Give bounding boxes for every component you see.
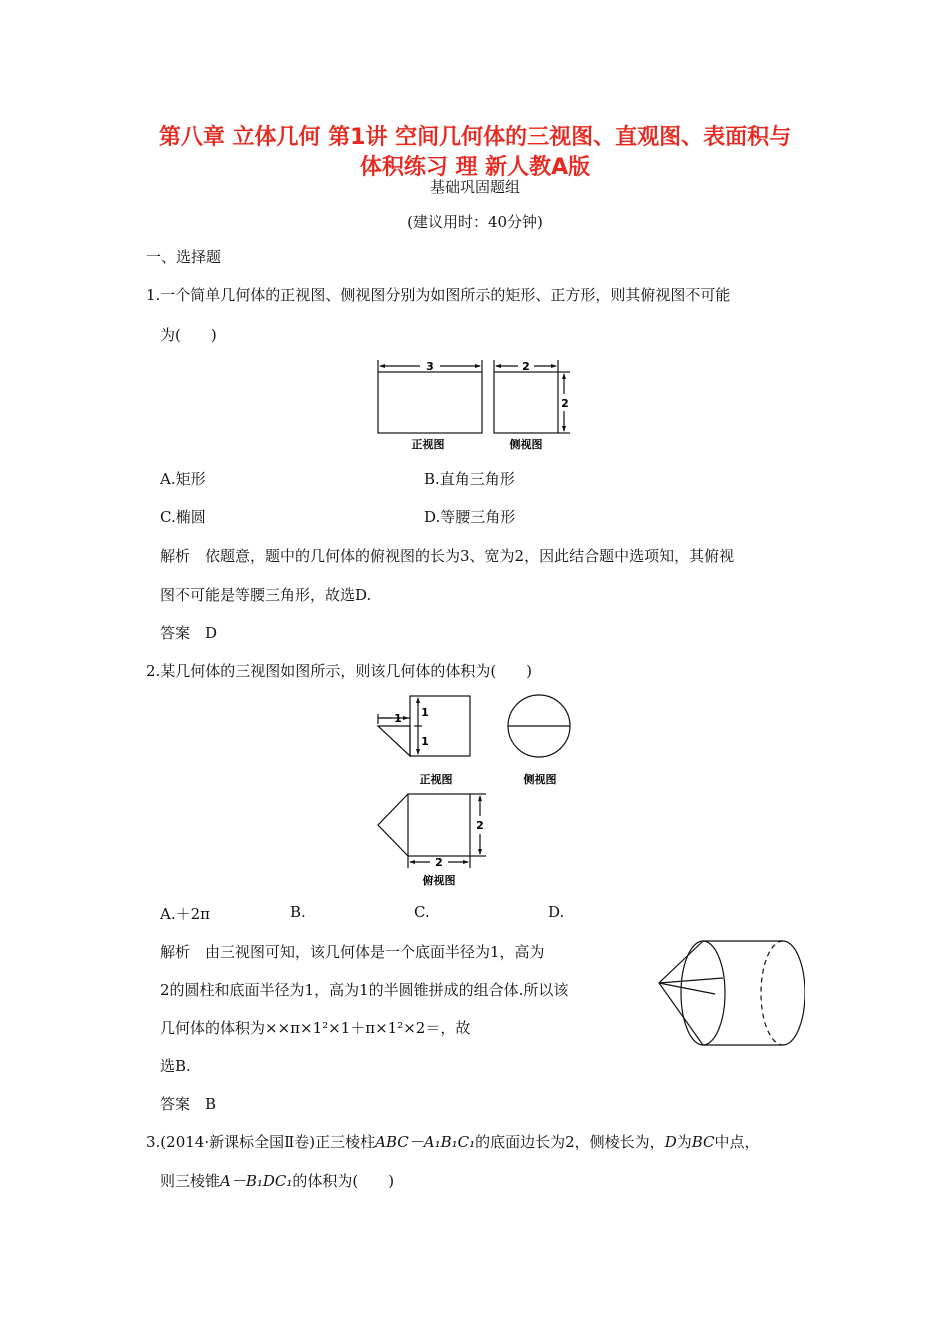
front-view-triangle <box>378 726 410 756</box>
q1-answer: 答案 D <box>160 624 218 642</box>
q1-option-a[interactable]: A.矩形 <box>160 470 206 488</box>
page-title-line1: 第八章 立体几何 第1讲 空间几何体的三视图、直观图、表面积与 <box>158 125 792 150</box>
top-view-triangle <box>378 794 408 856</box>
q2-stem: 2.某几何体的三视图如图所示，则该几何体的体积为( ) <box>146 662 533 680</box>
q2-analysis-line1: 解析 由三视图可知，该几何体是一个底面半径为1，高为 <box>160 943 545 961</box>
q3-stem-line2: 则三棱锥A－B₁DC₁的体积为( ) <box>160 1172 395 1190</box>
q2-answer: 答案 B <box>160 1095 217 1113</box>
q2-option-b[interactable]: B. <box>290 903 306 921</box>
q1-analysis-line2: 图不可能是等腰三角形，故选D. <box>160 586 372 604</box>
q2-figure <box>370 688 580 888</box>
q2-analysis-line2: 2的圆柱和底面半径为1，高为1的半圆锥拼成的组合体.所以该 <box>160 981 569 999</box>
q2-option-c[interactable]: C. <box>414 903 430 921</box>
dim-1-horizontal: 1 <box>394 712 402 725</box>
q1-stem-line1: 1.一个简单几何体的正视图、侧视图分别为如图所示的矩形、正方形，则其俯视图不可能 <box>146 286 731 304</box>
cylinder-front-ellipse <box>681 941 725 1045</box>
q2-option-a[interactable]: A.＋2π <box>160 905 211 923</box>
page-title-line2: 体积练习 理 新人教A版 <box>359 155 591 180</box>
q1-analysis-line1: 解析 依题意，题中的几何体的俯视图的长为3、宽为2，因此结合题中选项知，其俯视 <box>160 547 735 565</box>
side-view-caption: 侧视图 <box>509 438 543 451</box>
top-view-caption: 俯视图 <box>422 874 456 887</box>
q1-stem-line2: 为( ) <box>160 326 217 344</box>
dim-1-upper: 1 <box>421 706 429 719</box>
front-view-caption: 正视图 <box>419 773 453 786</box>
q1-option-c[interactable]: C.椭圆 <box>160 508 206 526</box>
cylinder-cone-diagram <box>655 938 805 1054</box>
q1-option-b[interactable]: B.直角三角形 <box>424 470 515 488</box>
side-view-rect <box>494 372 558 433</box>
dim-height-2: 2 <box>476 819 484 832</box>
q1-option-d[interactable]: D.等腰三角形 <box>424 508 516 526</box>
q2-analysis-line3: 几何体的体积为××π×1²×1＋π×1²×2＝，故 <box>160 1019 471 1037</box>
top-view-square <box>408 794 470 856</box>
front-view-caption: 正视图 <box>411 438 445 451</box>
q3-stem-line1: 3.(2014·新课标全国Ⅱ卷)正三棱柱ABC－A₁B₁C₁的底面边长为2，侧棱长为，D为BC中点， <box>146 1133 760 1151</box>
dim-front-label: 3 <box>426 360 434 373</box>
q1-figure <box>370 356 580 452</box>
front-view-rect <box>378 372 482 433</box>
q2-analysis-line4: 选B. <box>160 1057 191 1075</box>
dim-side-height-label: 2 <box>561 397 569 410</box>
subtitle: 基础巩固题组 <box>429 178 520 196</box>
time-note: (建议用时：40分钟) <box>407 213 543 231</box>
side-view-caption: 侧视图 <box>523 773 557 786</box>
q2-option-d[interactable]: D. <box>548 903 565 921</box>
dim-width-2: 2 <box>435 856 443 869</box>
cylinder-back-arc-visible <box>783 941 805 1045</box>
dim-side-width-label: 2 <box>522 360 530 373</box>
dim-1-lower: 1 <box>421 735 429 748</box>
cylinder-back-arc-hidden <box>761 941 783 1045</box>
section-heading: 一、选择题 <box>146 248 222 266</box>
